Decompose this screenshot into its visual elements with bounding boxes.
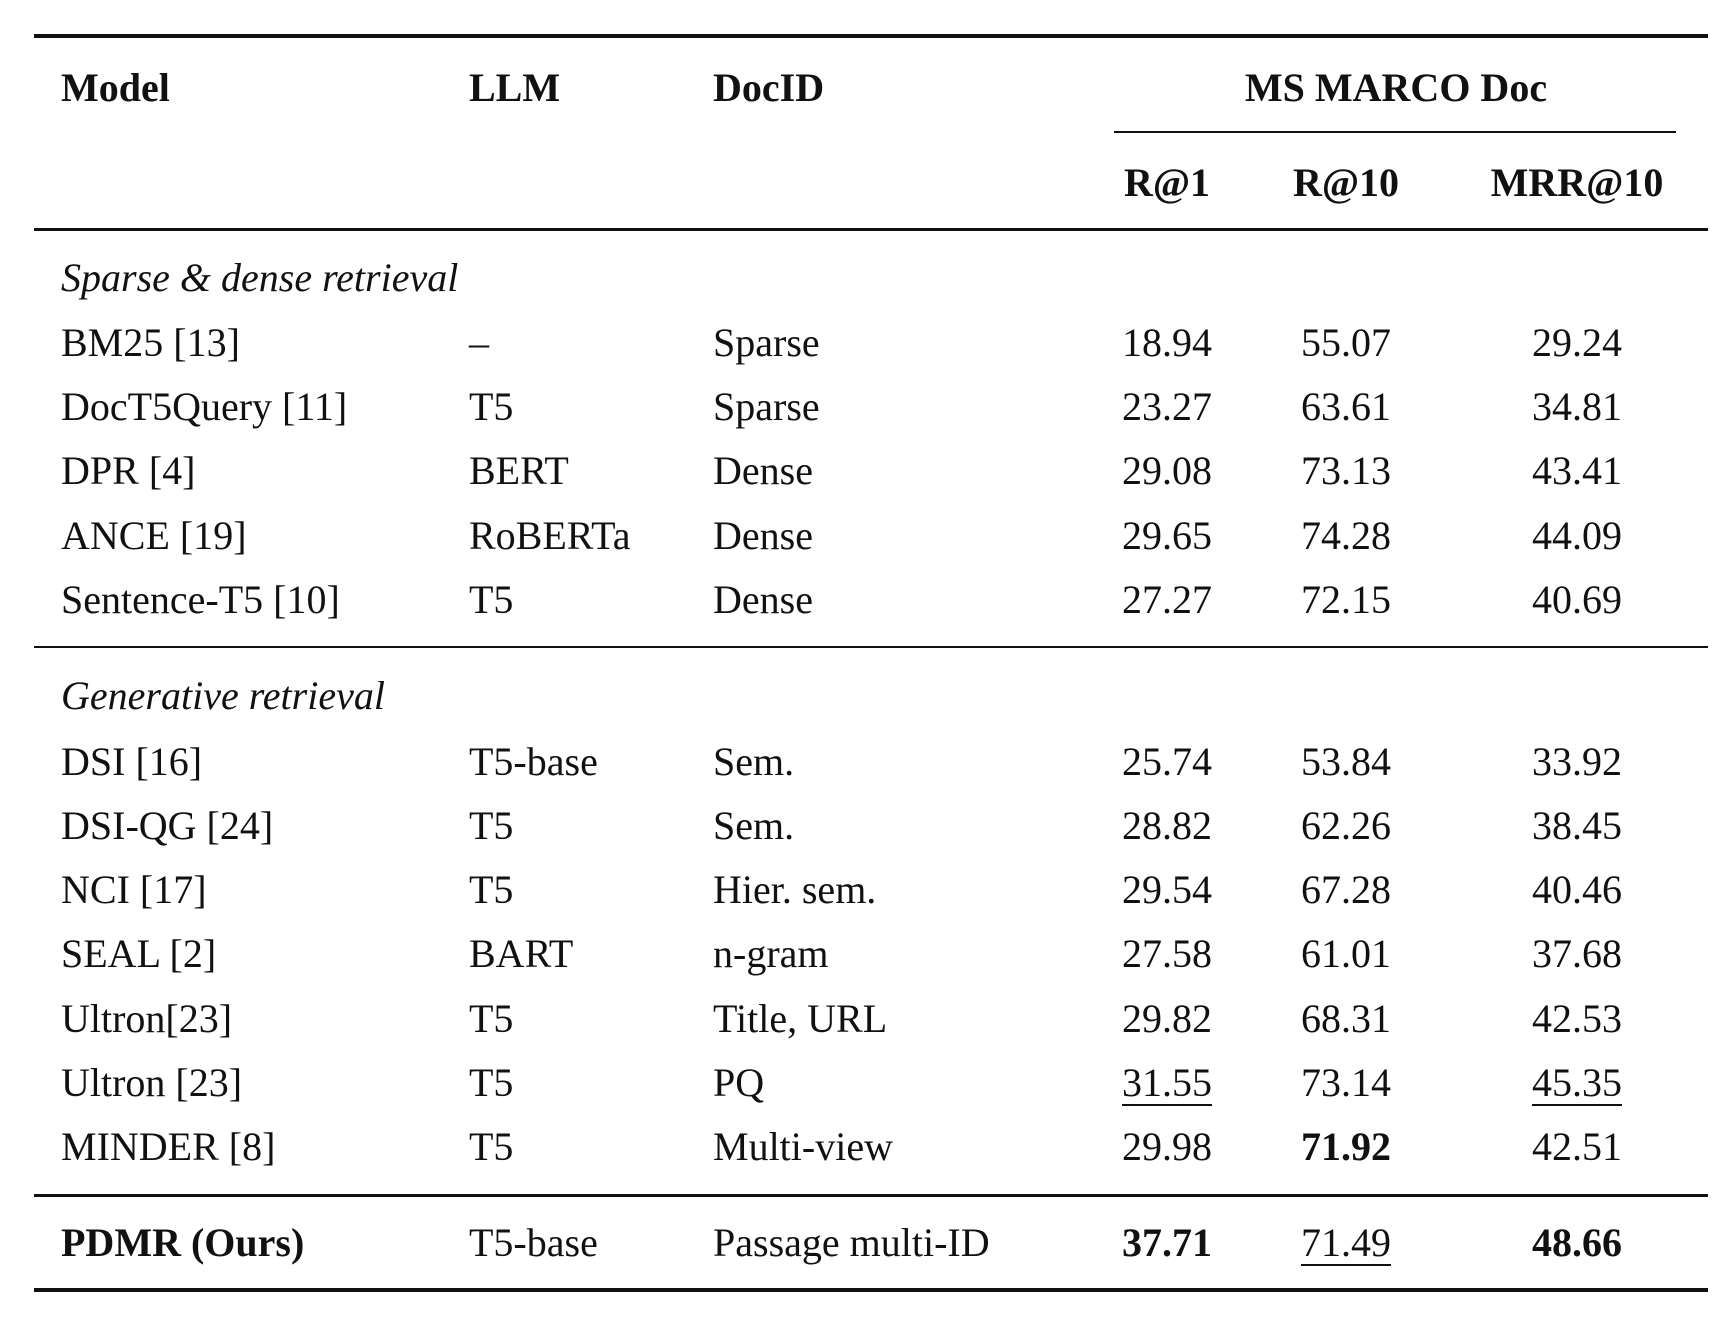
cell-r1: 27.58 (1122, 931, 1212, 976)
cell-r1: 29.82 (1122, 996, 1212, 1041)
header-group-ms-marco-doc: MS MARCO Doc (1244, 65, 1548, 110)
cell-llm: T5 (469, 803, 514, 848)
cell-r10: 61.01 (1301, 931, 1391, 976)
cell-docid: Dense (713, 577, 813, 622)
cell-llm: T5 (469, 1124, 514, 1169)
cell-model: Sentence-T5 [10] (61, 577, 340, 622)
cell-docid: Sparse (713, 320, 820, 365)
cell-r1: 28.82 (1122, 803, 1212, 848)
cell-llm: BERT (469, 448, 569, 493)
cell-r1: 29.98 (1122, 1124, 1212, 1169)
cell-model: ANCE [19] (61, 513, 247, 558)
cell-docid: Dense (713, 448, 813, 493)
cell-model: DSI [16] (61, 739, 203, 784)
cell-mrr10-best: 48.66 (1532, 1220, 1622, 1265)
cell-llm: BART (469, 931, 574, 976)
cell-r10: 74.28 (1301, 513, 1391, 558)
cell-r10: 73.14 (1301, 1060, 1391, 1105)
cell-llm: T5 (469, 384, 514, 429)
cell-r1: 29.54 (1122, 867, 1212, 912)
cell-r10: 73.13 (1301, 448, 1391, 493)
cell-r10-value-underlined: 71.49 (1301, 1220, 1391, 1265)
cell-llm: – (469, 320, 489, 365)
cell-docid: Multi-view (713, 1124, 893, 1169)
cell-model: SEAL [2] (61, 931, 217, 976)
header-docid: DocID (713, 65, 825, 110)
section-title-generative: Generative retrieval (61, 673, 385, 718)
cell-mrr10: 43.41 (1532, 448, 1622, 493)
cell-mrr10: 37.68 (1532, 931, 1622, 976)
cell-docid: Sem. (713, 803, 795, 848)
cell-model: BM25 [13] (61, 320, 240, 365)
cell-docid: Sem. (713, 739, 795, 784)
cell-r10 (1246, 1220, 1446, 1265)
cell-r1: 27.27 (1122, 577, 1212, 622)
top-rule (34, 34, 1708, 38)
header-mrr10: MRR@10 (1490, 160, 1664, 205)
bottom-rule (34, 1288, 1708, 1292)
cell-llm: T5-base (469, 1220, 598, 1265)
cell-r1: 29.65 (1122, 513, 1212, 558)
cell-model: Ultron[23] (61, 996, 233, 1041)
header-r1: R@1 (1123, 160, 1211, 205)
cell-mrr10: 38.45 (1532, 803, 1622, 848)
header-r10: R@10 (1292, 160, 1400, 205)
cell-model: DSI-QG [24] (61, 803, 274, 848)
cell-mrr10 (1477, 1060, 1677, 1105)
cell-r1: 29.08 (1122, 448, 1212, 493)
cell-r10: 68.31 (1301, 996, 1391, 1041)
cell-model: PDMR (Ours) (61, 1220, 305, 1265)
cell-llm: RoBERTa (469, 513, 631, 558)
cell-docid: Passage multi-ID (713, 1220, 990, 1265)
cell-docid: Title, URL (713, 996, 888, 1041)
cell-model: MINDER [8] (61, 1124, 276, 1169)
cell-model: DPR [4] (61, 448, 196, 493)
cell-r1-best: 37.71 (1122, 1220, 1212, 1265)
cell-r10: 72.15 (1301, 577, 1391, 622)
cell-r1: 25.74 (1122, 739, 1212, 784)
cell-docid: Sparse (713, 384, 820, 429)
cell-mrr10: 29.24 (1532, 320, 1622, 365)
cell-r1: 18.94 (1122, 320, 1212, 365)
cell-r10: 63.61 (1301, 384, 1391, 429)
cell-mrr10-value-underlined: 45.35 (1532, 1060, 1622, 1105)
cell-r10-best: 71.92 (1301, 1124, 1391, 1169)
header-model: Model (61, 65, 170, 110)
cell-r1 (1067, 1060, 1267, 1105)
cell-mrr10: 42.53 (1532, 996, 1622, 1041)
section-title-sparse-dense: Sparse & dense retrieval (61, 255, 459, 300)
cell-mrr10: 44.09 (1532, 513, 1622, 558)
cell-model: DocT5Query [11] (61, 384, 348, 429)
cell-llm: T5 (469, 867, 514, 912)
cell-mrr10: 34.81 (1532, 384, 1622, 429)
cell-r10: 55.07 (1301, 320, 1391, 365)
cell-docid: n-gram (713, 931, 829, 976)
cell-r1: 23.27 (1122, 384, 1212, 429)
cell-docid: PQ (713, 1060, 765, 1105)
cell-docid: Hier. sem. (713, 867, 877, 912)
cell-r10: 53.84 (1301, 739, 1391, 784)
cell-model: NCI [17] (61, 867, 207, 912)
cell-r10: 67.28 (1301, 867, 1391, 912)
header-bottom-rule (34, 228, 1708, 231)
cell-r1-value-underlined: 31.55 (1122, 1060, 1212, 1105)
cell-llm: T5 (469, 996, 514, 1041)
ours-divider-rule (34, 1194, 1708, 1197)
cell-llm: T5 (469, 577, 514, 622)
cell-model: Ultron [23] (61, 1060, 243, 1105)
cell-mrr10: 42.51 (1532, 1124, 1622, 1169)
cell-docid: Dense (713, 513, 813, 558)
cell-r10: 62.26 (1301, 803, 1391, 848)
cell-mrr10: 40.69 (1532, 577, 1622, 622)
cell-llm: T5-base (469, 739, 598, 784)
section-divider-rule (34, 646, 1708, 648)
cell-mrr10: 33.92 (1532, 739, 1622, 784)
cell-mrr10: 40.46 (1532, 867, 1622, 912)
cell-llm: T5 (469, 1060, 514, 1105)
header-llm: LLM (469, 65, 561, 110)
group-rule (1114, 131, 1676, 133)
